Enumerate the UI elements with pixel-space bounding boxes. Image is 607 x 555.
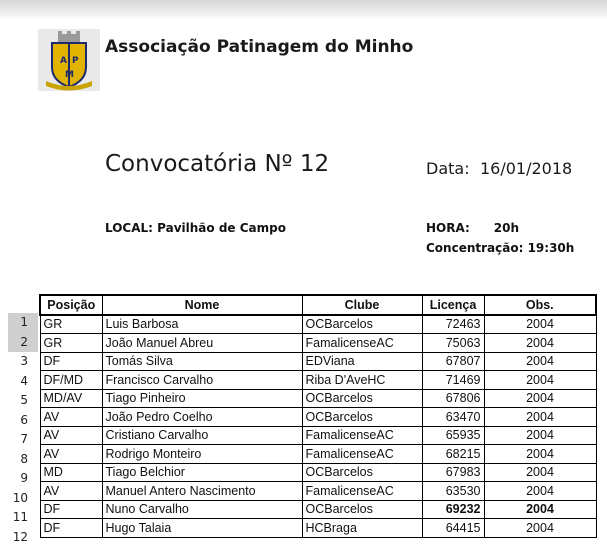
cell-clube[interactable]: Riba D'AveHC	[302, 371, 422, 390]
cell-licenca[interactable]: 67806	[422, 389, 484, 408]
cell-posicao[interactable]: DF/MD	[40, 371, 102, 390]
row-number[interactable]: 8	[20, 451, 28, 466]
apm-logo	[38, 29, 100, 91]
table-row	[40, 445, 596, 464]
cell-licenca[interactable]: 68215	[422, 445, 484, 464]
cell-clube[interactable]: FamalicenseAC	[302, 426, 422, 445]
cell-licenca[interactable]: 72463	[422, 315, 484, 334]
svg-text:A: A	[60, 56, 67, 66]
table-header-row	[40, 295, 596, 315]
cell-clube[interactable]: OCBarcelos	[302, 389, 422, 408]
cell-licenca[interactable]: 67983	[422, 463, 484, 482]
table-row	[40, 389, 596, 408]
row-number[interactable]: 6	[20, 412, 28, 427]
cell-obs[interactable]: 2004	[484, 408, 596, 427]
cell-nome[interactable]: Francisco Carvalho	[102, 371, 302, 390]
cell-licenca[interactable]: 71469	[422, 371, 484, 390]
cell-obs[interactable]: 2004	[484, 371, 596, 390]
svg-text:P: P	[72, 56, 79, 66]
table-row	[40, 334, 596, 353]
cell-posicao[interactable]: AV	[40, 482, 102, 501]
cell-posicao[interactable]: GR	[40, 334, 102, 353]
shield-logo-icon	[38, 29, 100, 91]
cell-posicao[interactable]: DF	[40, 352, 102, 371]
cell-posicao[interactable]: GR	[40, 315, 102, 334]
cell-clube[interactable]: OCBarcelos	[302, 463, 422, 482]
cell-clube[interactable]: OCBarcelos	[302, 408, 422, 427]
cell-obs[interactable]: 2004	[484, 426, 596, 445]
convocatoria-title: Convocatória Nº 12	[105, 151, 330, 177]
header-nome: Nome	[102, 295, 302, 315]
cell-obs[interactable]: 2004	[484, 445, 596, 464]
header-posicao: Posição	[40, 295, 102, 315]
table-row	[40, 408, 596, 427]
cell-nome[interactable]: Manuel Antero Nascimento	[102, 482, 302, 501]
organization-name: Associação Patinagem do Minho	[105, 37, 414, 57]
cell-nome[interactable]: João Manuel Abreu	[102, 334, 302, 353]
header-obs: Obs.	[484, 295, 596, 315]
cell-nome[interactable]: Tomás Silva	[102, 352, 302, 371]
cell-obs[interactable]: 2004	[484, 500, 596, 519]
cell-nome[interactable]: Nuno Carvalho	[102, 500, 302, 519]
cell-nome[interactable]: Luis Barbosa	[102, 315, 302, 334]
cell-nome[interactable]: Tiago Pinheiro	[102, 389, 302, 408]
table-row	[40, 315, 596, 334]
cell-obs[interactable]: 2004	[484, 463, 596, 482]
cell-licenca[interactable]: 69232	[422, 500, 484, 519]
table-row	[40, 463, 596, 482]
cell-obs[interactable]: 2004	[484, 519, 596, 538]
cell-licenca[interactable]: 75063	[422, 334, 484, 353]
row-number[interactable]: 10	[12, 490, 28, 505]
row-number[interactable]: 9	[20, 471, 28, 485]
row-number[interactable]: 1	[8, 313, 38, 333]
cell-licenca[interactable]: 64415	[422, 519, 484, 538]
cell-obs[interactable]: 2004	[484, 352, 596, 371]
cell-licenca[interactable]: 67807	[422, 352, 484, 371]
cell-obs[interactable]: 2004	[484, 334, 596, 353]
row-number[interactable]: 11	[12, 510, 28, 524]
cell-nome[interactable]: Rodrigo Monteiro	[102, 445, 302, 464]
cell-posicao[interactable]: AV	[40, 408, 102, 427]
cell-clube[interactable]: EDViana	[302, 352, 422, 371]
hora-info	[426, 221, 519, 235]
row-number[interactable]: 7	[20, 432, 28, 446]
cell-posicao[interactable]: MD	[40, 463, 102, 482]
concentracao-info: Concentração: 19:30h	[426, 241, 575, 255]
table-row	[40, 500, 596, 519]
cell-posicao[interactable]: AV	[40, 445, 102, 464]
table-row	[40, 482, 596, 501]
row-number[interactable]: 2	[8, 333, 38, 353]
cell-obs[interactable]: 2004	[484, 482, 596, 501]
top-shadow-bar	[0, 0, 607, 20]
cell-clube[interactable]: FamalicenseAC	[302, 482, 422, 501]
hora-value: 20h	[493, 221, 520, 235]
cell-posicao[interactable]: MD/AV	[40, 389, 102, 408]
cell-clube[interactable]: FamalicenseAC	[302, 334, 422, 353]
row-number[interactable]: 5	[20, 393, 28, 407]
hora-label: HORA:	[426, 221, 470, 235]
local-info: LOCAL: Pavilhão de Campo	[105, 221, 286, 235]
table-row	[40, 426, 596, 445]
cell-clube[interactable]: HCBraga	[302, 519, 422, 538]
cell-nome[interactable]: Tiago Belchior	[102, 463, 302, 482]
header-licenca: Licença	[422, 295, 484, 315]
row-number[interactable]: 4	[20, 373, 28, 388]
cell-licenca[interactable]: 63530	[422, 482, 484, 501]
cell-licenca[interactable]: 65935	[422, 426, 484, 445]
cell-posicao[interactable]: DF	[40, 500, 102, 519]
cell-obs[interactable]: 2004	[484, 315, 596, 334]
table-row	[40, 352, 596, 371]
cell-clube[interactable]: FamalicenseAC	[302, 445, 422, 464]
date-value: 16/01/2018	[480, 159, 573, 178]
table-row	[40, 371, 596, 390]
cell-clube[interactable]: OCBarcelos	[302, 500, 422, 519]
row-number[interactable]: 12	[12, 529, 28, 544]
cell-nome[interactable]: Hugo Talaia	[102, 519, 302, 538]
cell-clube[interactable]: OCBarcelos	[302, 315, 422, 334]
cell-nome[interactable]: João Pedro Coelho	[102, 408, 302, 427]
cell-posicao[interactable]: AV	[40, 426, 102, 445]
roster-table	[39, 294, 597, 538]
svg-text:M: M	[65, 70, 74, 80]
date-label: Data:	[426, 159, 470, 178]
cell-nome[interactable]: Cristiano Carvalho	[102, 426, 302, 445]
row-number-column	[8, 313, 38, 547]
header-clube: Clube	[302, 295, 422, 315]
cell-licenca[interactable]: 63470	[422, 408, 484, 427]
cell-obs[interactable]: 2004	[484, 389, 596, 408]
cell-posicao[interactable]: DF	[40, 519, 102, 538]
row-number[interactable]: 3	[20, 354, 28, 368]
table-row	[40, 519, 596, 538]
